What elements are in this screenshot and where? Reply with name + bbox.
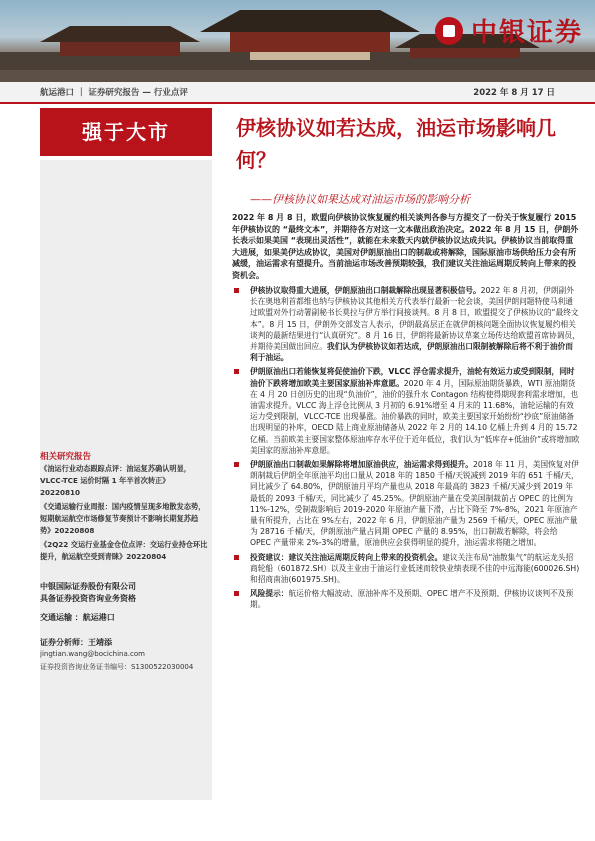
lead-paragraph: 2022 年 8 月 8 日，欧盟向伊核协议恢复履约相关谈判各参与方提交了一份关于恢复履行 2015 年伊核协议的 “最终文本”，并期待各方对这一文本做出政治决定。2022 年 8 月 15 日，伊朗外长表示如果美国 “表现出灵活性”，就能在未来数天内就伊核协议达成共识。伊核协议当前取得重大进展，如果美伊达成协议，美国对伊朗原油出口的制裁或将解除，国际原油市场供给压力会有所减缓，油运需求有望提升。当前油运市场改善预期较强，我们建议关注油运周期反转向上带来的投资机会。 (232, 213, 579, 280)
bullet-paragraph (232, 552, 580, 586)
bullet-paragraph (232, 366, 580, 456)
boc-logo-icon (435, 17, 463, 45)
bullet-head: 风险提示： (250, 589, 289, 599)
sector-label: 交通运输 ：航运港口 (40, 613, 115, 622)
related-reports-heading: 相关研究报告 (40, 452, 92, 462)
bullet-paragraph (232, 588, 580, 610)
bullet-head: 伊朗原油出口制裁如果解除将增加原油供应，油运需求得到提升。 (250, 460, 473, 470)
analyst-name: 证券分析师：王靖添 (40, 638, 112, 647)
report-header-bar (0, 82, 595, 104)
bullet-head: 伊朗原油出口若能恢复将促使油价下跌，VLCC 浮仓需求提升，油轮有效运力或受到限制，同时油价下跌将增加欧美主要国家原油补库意愿。 (250, 367, 575, 388)
report-title: 伊核协议如若达成，油运市场影响几何？ (236, 116, 556, 172)
related-reports-list (40, 463, 208, 565)
bullet-body: 2018 年 11 月，美国恢复对伊朗制裁后伊朗全年原油平均出口量从 2018 年的 1850 千桶/天锐减到 2019 年的 651 千桶/天，同比减少了 64.80%，伊朗原油月平均产量也从 2018 年最高的 3823 千桶/天减少到 2019 年最低的 2093 千桶/天，同比减少了 45.25%。伊朗原油产量在受美国制裁前占 OPEC 的比例为 11%-12%，受制裁影响后 2019-2020 年原油产量下滑，占比下降至 7%-8%，2021 年原油产量有所提升，占比在 9%左右，2022 年 6 月，伊朗原油产量为 2569 千桶/天，OPEC 原油产量为 28716 千桶/天，伊朗原油产量占同期 OPEC 产量的 8.95%，出口制裁若解除，将会给 OPEC 产量带来 2%-3%的增量，原油供应会获得明显的提升，油运需求将随之增加。 (250, 460, 579, 548)
related-report-item[interactable]: 《油运行业动态跟踪点评：油运复苏确认明显，VLCC-TCE 运价时隔 1 年半首次转正》20220810 (40, 464, 191, 497)
header-banner (0, 0, 595, 82)
brand-logo (435, 12, 583, 49)
company-info: 中银国际证券股份有限公司 具备证券投资咨询业务资格 (40, 582, 136, 603)
bullet-tail: 我们认为伊核协议如若达成，伊朗原油出口限制被解除后将不利于油价而利于油运。 (250, 342, 573, 363)
bullet-body: 建议关注布局“油散集气”的航运龙头招商轮船（601872.SH）以及主业由于油运行业低迷而较快业绩表现不佳的中远海能(600026.SH)和招商南油(601975.SH)。 (250, 552, 580, 585)
brand-name: 中银证券 (470, 18, 583, 48)
analyst-certificate: 证券投资咨询业务证书编号：S1300522030004 (40, 663, 194, 671)
report-body (232, 212, 580, 614)
related-report-item[interactable]: 《交通运输行业周报：国内疫情呈现多地散发态势，短期航运航空市场修复节奏预计不影响长期复苏趋势》20220808 (40, 502, 206, 535)
report-category: 航运港口 ｜ 证券研究报告 — 行业点评 (40, 88, 188, 98)
bullet-paragraph (232, 285, 580, 363)
analyst-email[interactable]: jingtian.wang@bocichina.com (40, 650, 145, 658)
bullet-square-icon (234, 369, 239, 374)
rating-badge: 强于大市 (40, 108, 212, 156)
bullet-head: 伊核协议取得重大进展，伊朗原油出口制裁解除出现显著积极信号。 (250, 286, 481, 295)
bullet-body: 航运价格大幅波动、原油补库不及预期、OPEC 增产不及预期、伊核协议谈判不及预期。 (250, 589, 574, 610)
bullet-head: 投资建议：建议关注油运周期反转向上带来的投资机会。 (250, 552, 443, 562)
related-report-item[interactable]: 《2Q22 交运行业基金仓位点评：交运行业持仓环比提升，航运航空受到青睐》20220804 (40, 540, 208, 561)
bullet-square-icon (234, 288, 239, 293)
bullet-body: 2022 年 8 月初，伊朗副外长在奥地利首都维也纳与伊核协议其他相关方代表举行最新一轮会谈，美国伊朗问题特使马利通过欧盟对外行动署副秘书长莫拉与伊方举行间接谈判。8 月 8 日，欧盟提交了伊核协议的“最终文本”。8 月 15 日，伊朗外交部发言人表示，伊朗最高层正在就伊朗核问题全面协议恢复履约相关谈判的最新结果进行“认真研究”。8 月 16 日，伊朗将最新协议草案立场传达给欧盟首席协调员，并期待美国做出回应。 (250, 286, 580, 352)
bullet-square-icon (234, 591, 239, 596)
bullet-square-icon (234, 462, 239, 467)
report-date: 2022 年 8 月 17 日 (473, 88, 555, 98)
bullet-body: 2020 年 4 月，国际原油期货暴跌，WTI 原油期货在 4 月 20 日创历史的出现“负油价”，油价的强升水 Contagon 结构使得期现套利需求增加，也油需求提升。VLCC 海上浮仓比例从 3 月初的 6.91%增至 4 月末的 11.68%，油轮运输的有效运力受到限制，VLCC-TCE 出现暴涨。油价暴跌的同时，欧美主要国家开始纷纷“抄底”原油储备出现明显的补库，OECD 陆上商业原油储备从 2022 年 2 月的 14.10 亿桶上升到 4 月的 15.72 亿桶。当前欧美主要国家整体原油库存水平位于近年低位，我们认为“低库存+低油价”或将增加欧美国家的原油补库意愿。 (250, 378, 580, 455)
bullet-square-icon (234, 555, 239, 560)
report-subtitle: ——伊核协议如果达成对油运市场的影响分析 (250, 193, 470, 206)
bullet-paragraph (232, 459, 580, 549)
